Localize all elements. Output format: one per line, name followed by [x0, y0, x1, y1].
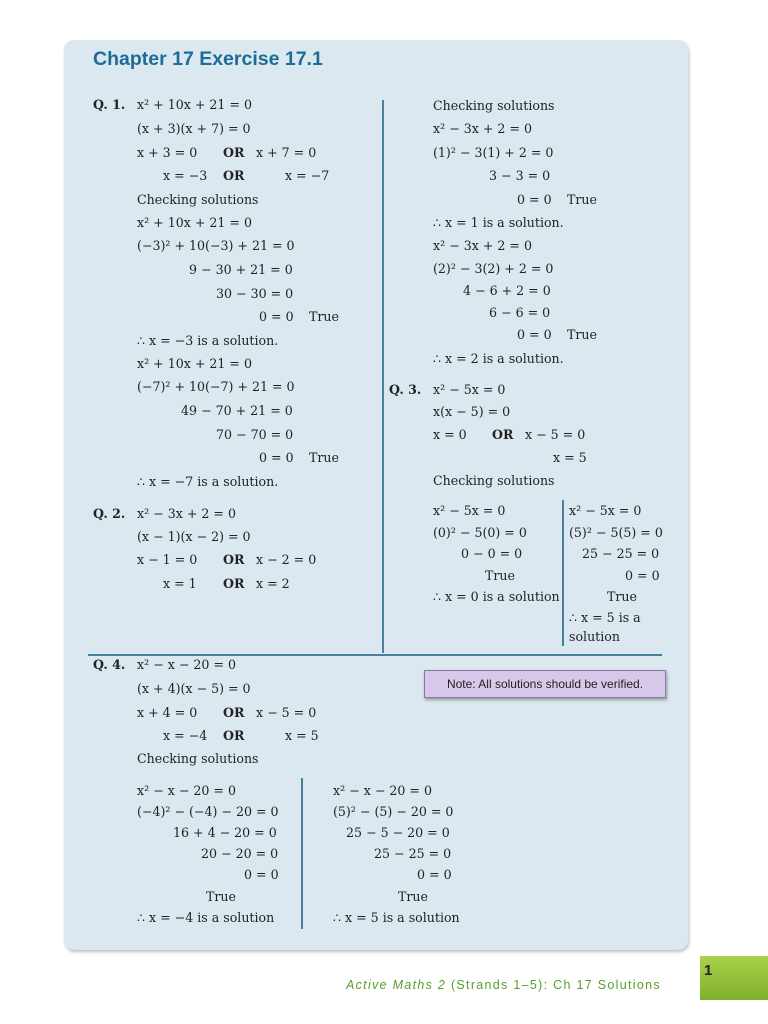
- q3-check-line: x² − 5x = 0: [569, 503, 642, 518]
- q3-check-true: True: [607, 589, 637, 604]
- q3-root-b: x = 5: [553, 450, 587, 465]
- q2-or: OR: [223, 552, 245, 567]
- column-divider: [382, 100, 384, 653]
- q2-check-line: 6 − 6 = 0: [489, 305, 551, 320]
- page-title: Chapter 17 Exercise 17.1: [93, 48, 323, 70]
- q1-check-line: 0 = 0: [259, 309, 294, 324]
- q3-check-line: 0 = 0: [625, 568, 660, 583]
- q4-check-line: 16 + 4 − 20 = 0: [173, 825, 277, 840]
- q4-check-line: (−4)² − (−4) − 20 = 0: [137, 804, 279, 819]
- q2-equation: x² − 3x + 2 = 0: [137, 506, 236, 521]
- q1-check-line: x² + 10x + 21 = 0: [137, 356, 252, 371]
- q2-factored: (x − 1)(x − 2) = 0: [137, 529, 251, 544]
- q2-check-line: (1)² − 3(1) + 2 = 0: [433, 145, 554, 160]
- q3-equation: x² − 5x = 0: [433, 382, 506, 397]
- q1-check-line: 49 − 70 + 21 = 0: [181, 403, 293, 418]
- q2-check-line: x² − 3x + 2 = 0: [433, 121, 532, 136]
- q3-checking-heading: Checking solutions: [433, 473, 555, 488]
- q4-root-a: x = −4: [163, 728, 208, 743]
- q3-check-true: True: [485, 568, 515, 583]
- q2-conclusion: ∴ x = 2 is a solution.: [433, 351, 564, 366]
- q2-checking-heading: Checking solutions: [433, 98, 555, 113]
- q4-factored: (x + 4)(x − 5) = 0: [137, 681, 251, 696]
- q2-check-line: (2)² − 3(2) + 2 = 0: [433, 261, 554, 276]
- q3-check-line: (5)² − 5(5) = 0: [569, 525, 663, 540]
- footer: [346, 978, 661, 992]
- q3-check-line: 0 − 0 = 0: [461, 546, 523, 561]
- footer-book-title: Active Maths 2: [346, 978, 447, 992]
- q4-check-line: 25 − 25 = 0: [374, 846, 452, 861]
- q4-check-line: (5)² − (5) − 20 = 0: [333, 804, 454, 819]
- q2-factor-a: x − 1 = 0: [137, 552, 198, 567]
- q1-check-line: 70 − 70 = 0: [216, 427, 294, 442]
- q4-conclusion: ∴ x = −4 is a solution: [137, 910, 275, 925]
- q4-root-b: x = 5: [285, 728, 319, 743]
- q1-equation: x² + 10x + 21 = 0: [137, 97, 252, 112]
- q1-check-line: x² + 10x + 21 = 0: [137, 215, 252, 230]
- page-number: 1: [704, 962, 713, 979]
- q4-check-true: True: [206, 889, 236, 904]
- q3-or: OR: [492, 427, 514, 442]
- section-divider: [88, 654, 662, 656]
- q4-conclusion: ∴ x = 5 is a solution: [333, 910, 460, 925]
- q1-or: OR: [223, 168, 245, 183]
- q4-check-line: x² − x − 20 = 0: [137, 783, 236, 798]
- q1-check-line: 30 − 30 = 0: [216, 286, 294, 301]
- q1-factor-a: x + 3 = 0: [137, 145, 198, 160]
- q2-check-line: 3 − 3 = 0: [489, 168, 551, 183]
- q2-check-line: 0 = 0: [517, 327, 552, 342]
- q1-root-b: x = −7: [285, 168, 330, 183]
- q1-check-true: True: [309, 309, 339, 324]
- q1-conclusion: ∴ x = −7 is a solution.: [137, 474, 279, 489]
- q2-root-b: x = 2: [256, 576, 290, 591]
- q4-or: OR: [223, 705, 245, 720]
- question-label-q2: Q. 2.: [93, 506, 126, 521]
- q4-check-true: True: [398, 889, 428, 904]
- q4-check-line: 0 = 0: [417, 867, 452, 882]
- q1-check-line: (−7)² + 10(−7) + 21 = 0: [137, 379, 295, 394]
- question-label-q1: Q. 1.: [93, 97, 126, 112]
- q1-factor-b: x + 7 = 0: [256, 145, 317, 160]
- q2-check-true: True: [567, 327, 597, 342]
- q4-checking-heading: Checking solutions: [137, 751, 259, 766]
- question-label-q3: Q. 3.: [389, 382, 422, 397]
- q1-root-a: x = −3: [163, 168, 208, 183]
- q4-check-line: 20 − 20 = 0: [201, 846, 279, 861]
- q2-check-line: 0 = 0: [517, 192, 552, 207]
- q4-factor-a: x + 4 = 0: [137, 705, 198, 720]
- q3-factor-b: x − 5 = 0: [525, 427, 586, 442]
- q2-check-line: 4 − 6 + 2 = 0: [463, 283, 551, 298]
- question-label-q4: Q. 4.: [93, 657, 126, 672]
- q3-check-line: (0)² − 5(0) = 0: [433, 525, 527, 540]
- q3-factored: x(x − 5) = 0: [433, 404, 511, 419]
- note-box: Note: All solutions should be verified.: [424, 670, 666, 698]
- footer-text: (Strands 1–5): Ch 17 Solutions: [446, 978, 661, 992]
- q3-check-line: x² − 5x = 0: [433, 503, 506, 518]
- q2-check-true: True: [567, 192, 597, 207]
- q1-check-line: (−3)² + 10(−3) + 21 = 0: [137, 238, 295, 253]
- q4-check-line: x² − x − 20 = 0: [333, 783, 432, 798]
- q1-conclusion: ∴ x = −3 is a solution.: [137, 333, 279, 348]
- q2-factor-b: x − 2 = 0: [256, 552, 317, 567]
- q3-check-line: 25 − 25 = 0: [582, 546, 660, 561]
- q4-check-divider: [301, 778, 303, 929]
- q1-checking-heading: Checking solutions: [137, 192, 259, 207]
- q1-check-line: 0 = 0: [259, 450, 294, 465]
- q3-conclusion: solution: [569, 629, 620, 644]
- q1-check-line: 9 − 30 + 21 = 0: [189, 262, 293, 277]
- q4-check-line: 0 = 0: [244, 867, 279, 882]
- q2-or: OR: [223, 576, 245, 591]
- q4-or: OR: [223, 728, 245, 743]
- q4-factor-b: x − 5 = 0: [256, 705, 317, 720]
- q3-conclusion: ∴ x = 5 is a: [569, 610, 641, 625]
- q4-check-line: 25 − 5 − 20 = 0: [346, 825, 450, 840]
- q3-conclusion: ∴ x = 0 is a solution: [433, 589, 560, 604]
- q2-conclusion: ∴ x = 1 is a solution.: [433, 215, 564, 230]
- q2-root-a: x = 1: [163, 576, 197, 591]
- q2-check-line: x² − 3x + 2 = 0: [433, 238, 532, 253]
- q1-or: OR: [223, 145, 245, 160]
- q1-check-true: True: [309, 450, 339, 465]
- q4-equation: x² − x − 20 = 0: [137, 657, 236, 672]
- q1-factored: (x + 3)(x + 7) = 0: [137, 121, 251, 136]
- q3-root-a: x = 0: [433, 427, 467, 442]
- q3-check-divider: [562, 500, 564, 646]
